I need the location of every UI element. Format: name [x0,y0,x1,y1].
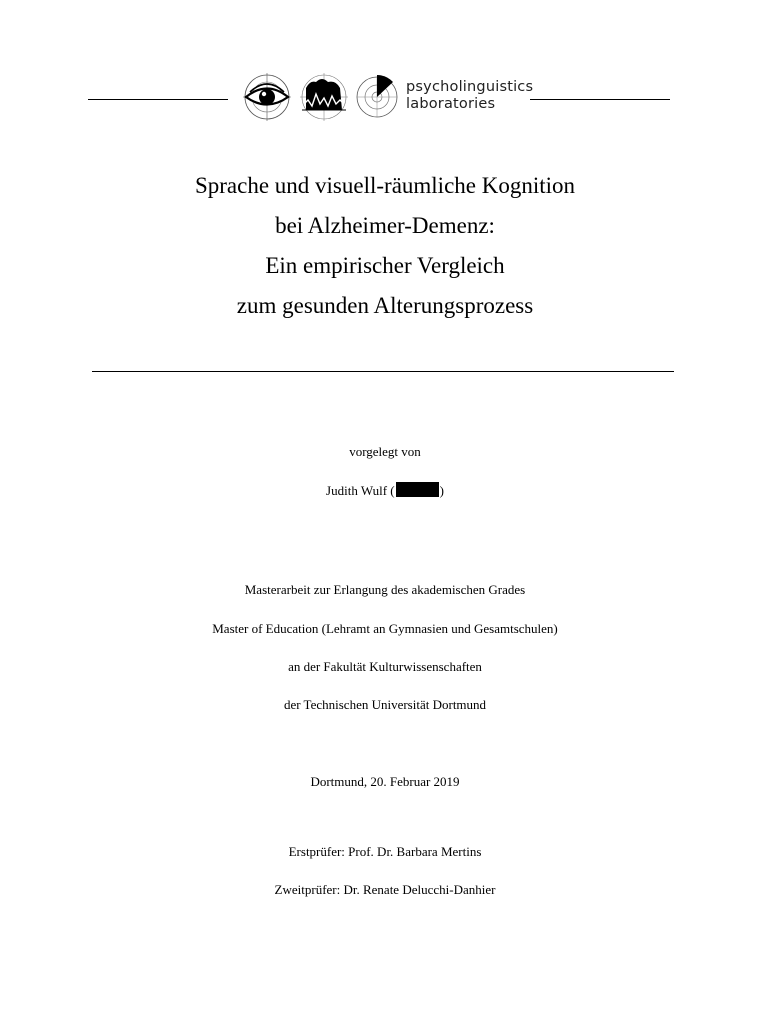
eye-icon [243,73,291,121]
thesis-line-2: Master of Education (Lehramt an Gymnasien und Gesamtschulen) [212,621,558,636]
title-divider [92,371,674,372]
author-line [0,482,770,499]
lab-logo [240,70,400,124]
redaction-bar [396,482,439,497]
header-line-left-accent [166,99,228,100]
logo-text-line2: laboratories [406,96,496,112]
lab-logo-text [406,79,533,113]
header-line-right [530,99,670,100]
thesis-line-4: der Technischen Universität Dortmund [283,697,487,712]
second-examiner: Zweitprüfer: Dr. Renate Delucchi-Danhier [274,882,496,897]
title-line-4: zum gesunden Alterungsprozess [236,293,534,318]
submitted-by: vorgelegt von [349,444,421,459]
logo-text-line1: psycholinguistics [406,79,534,95]
pie-target-icon [357,75,397,117]
first-examiner: Erstprüfer: Prof. Dr. Barbara Mertins [288,844,482,859]
thesis-title [0,166,770,326]
thesis-line-3: an der Fakultät Kulturwissenschaften [288,659,482,674]
title-line-2: bei Alzheimer-Demenz: [275,213,495,238]
thesis-line-1: Masterarbeit zur Erlangung des akademischen Grades [244,582,526,597]
author-close-paren: ) [439,483,444,498]
title-line-1: Sprache und visuell-räumliche Kognition [194,173,576,198]
brain-waveform-icon [300,73,348,121]
title-line-3: Ein empirischer Vergleich [265,253,505,278]
place-date: Dortmund, 20. Februar 2019 [310,774,460,789]
author-name: Judith Wulf ( [326,483,395,498]
header-line-right-accent [556,99,582,100]
